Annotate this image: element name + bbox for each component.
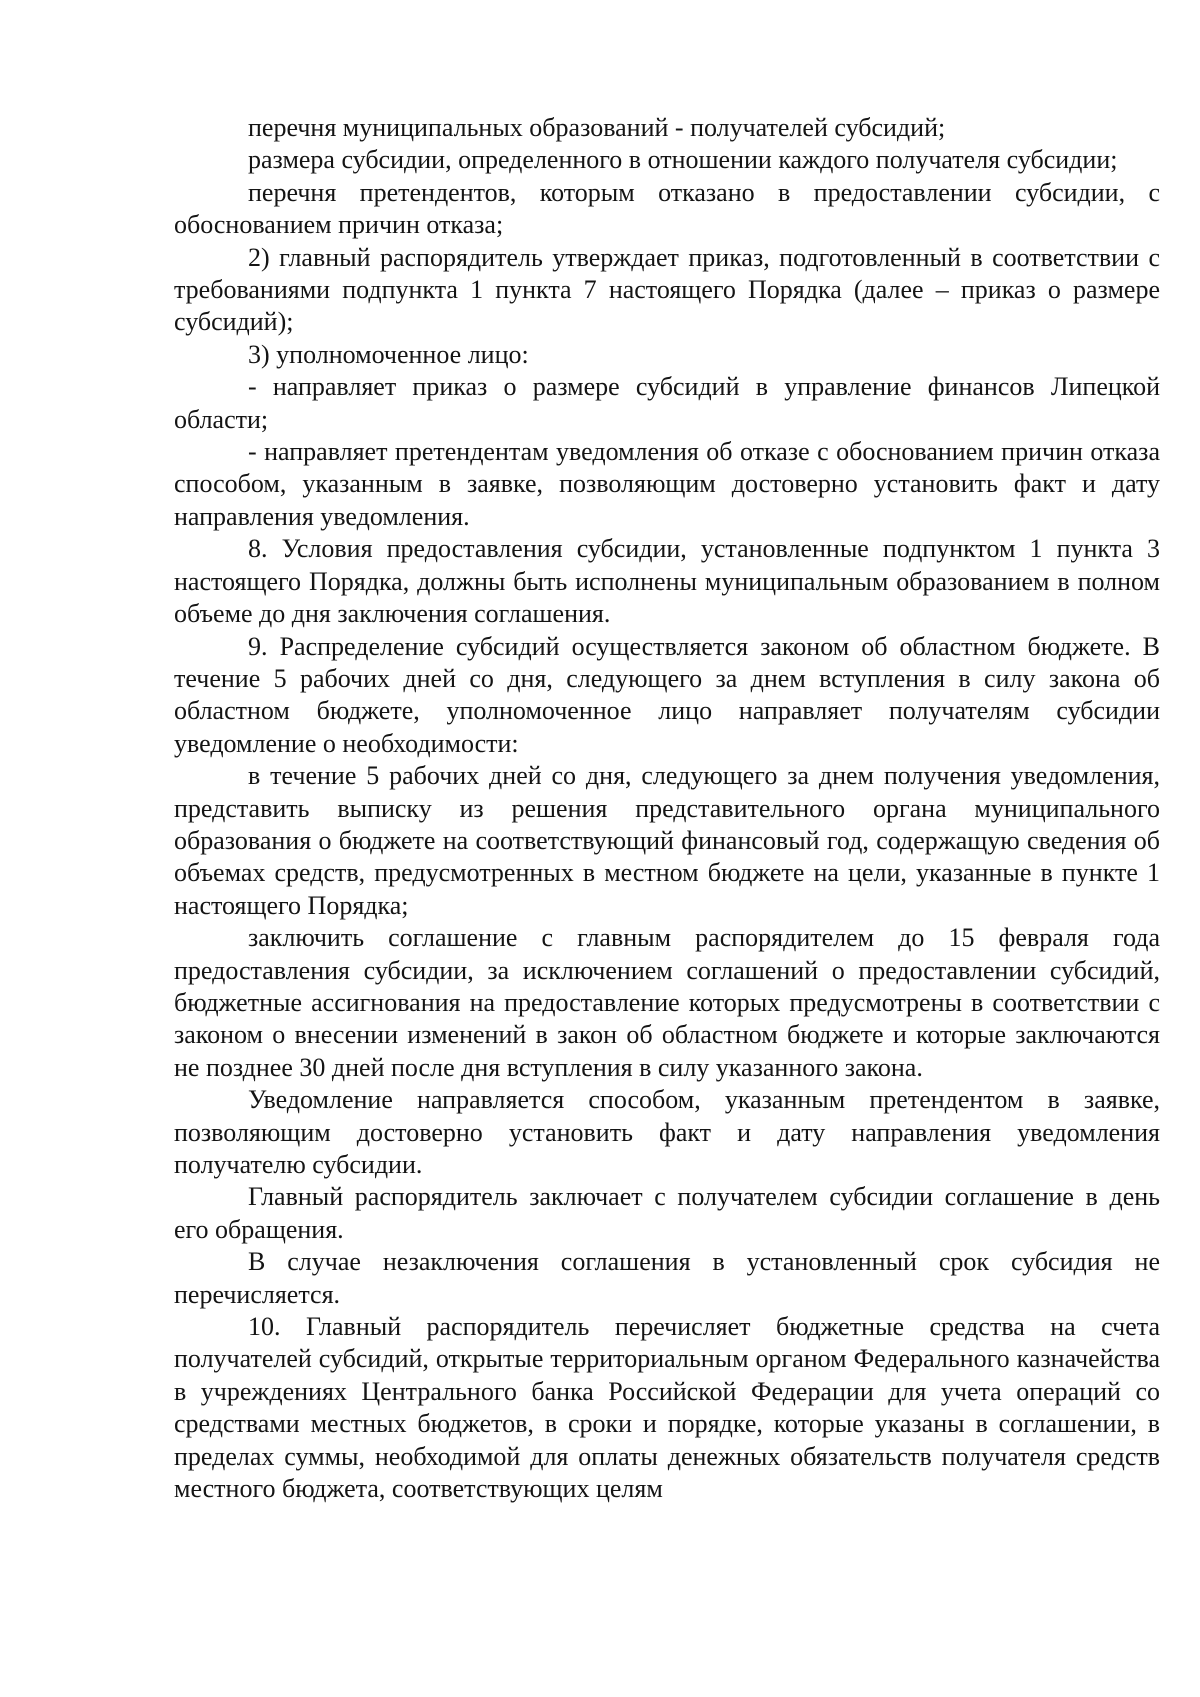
paragraph-list-item-subsidy-size: размера субсидии, определенного в отношении каждого получателя субсидии; [248, 145, 1118, 175]
paragraph-list-item-refused-applicants: перечня претендентов, которым отказано в предоставлении субсидии, с обоснованием причин отказа; [174, 177, 1160, 240]
paragraph-clause-10: 10. Главный распорядитель перечисляет бюджетные средства на счета получателей субсидий, открытые территориальным органом Федерального казначейства в учреждениях Центрального банка Российской Федерации для учета операций со средствами местных бюджетов, в сроки и порядке, которые указаны в соглашении, в пределах суммы, необходимой для оплаты денежных обязательств получателя средств местного бюджета, соответствующих целям [174, 1312, 1160, 1504]
paragraph-subitem-3: 3) уполномоченное лицо: [248, 339, 529, 369]
paragraph-list-item-agreement: заключить соглашение с главным распорядителем до 15 февраля года предоставления субсидии, за исключением соглашений о предоставлении субсидий, бюджетные ассигнования на предоставление которых предусмотрены в соответствии с законом о внесении изменений в закон об областном бюджете и которые заключаются не позднее 30 дней после дня вступления в силу указанного закона. [174, 923, 1160, 1082]
paragraph-clause-8: 8. Условия предоставления субсидии, установленные подпунктом 1 пункта 3 настоящего Порядка, должны быть исполнены муниципальным образованием в полном объеме до дня заключения соглашения. [174, 534, 1160, 629]
paragraph-list-item-municipalities: перечня муниципальных образований - получателей субсидий; [248, 113, 946, 142]
paragraph-list-item-budget-extract: в течение 5 рабочих дней со дня, следующего за днем получения уведомления, представить выписку из решения представительного органа муниципального образования о бюджете на соответствующий финансовый год, содержащую сведения об объемах средств, предусмотренных в местном бюджете на цели, указанные в пункте 1 настоящего Порядка; [174, 761, 1160, 920]
paragraph-notification-method: Уведомление направляется способом, указанным претендентом в заявке, позволяющим достоверно установить факт и дату направления уведомления получателю субсидии. [174, 1085, 1160, 1179]
paragraph-no-agreement: В случае незаключения соглашения в установленный срок субсидия не перечисляется. [174, 1247, 1160, 1309]
paragraph-clause-9: 9. Распределение субсидий осуществляется законом об областном бюджете. В течение 5 рабочих дней со дня, следующего за днем вступления в силу закона об областном бюджете, уполномоченное лицо направляет получателям субсидии уведомление о необходимости: [174, 631, 1160, 758]
document-page [174, 112, 1160, 1505]
paragraph-dash-item-refusal-notices: - направляет претендентам уведомления об отказе с обоснованием причин отказа способом, указанным в заявке, позволяющим достоверно установить факт и дату направления уведомления. [174, 437, 1160, 531]
paragraph-dash-item-finance-department: - направляет приказ о размере субсидий в управление финансов Липецкой области; [174, 372, 1160, 434]
paragraph-subitem-2: 2) главный распорядитель утверждает приказ, подготовленный в соответствии с требованиями подпункта 1 пункта 7 настоящего Порядка (далее – приказ о размере субсидий); [174, 242, 1160, 337]
paragraph-agreement-day: Главный распорядитель заключает с получателем субсидии соглашение в день его обращения. [174, 1182, 1160, 1244]
